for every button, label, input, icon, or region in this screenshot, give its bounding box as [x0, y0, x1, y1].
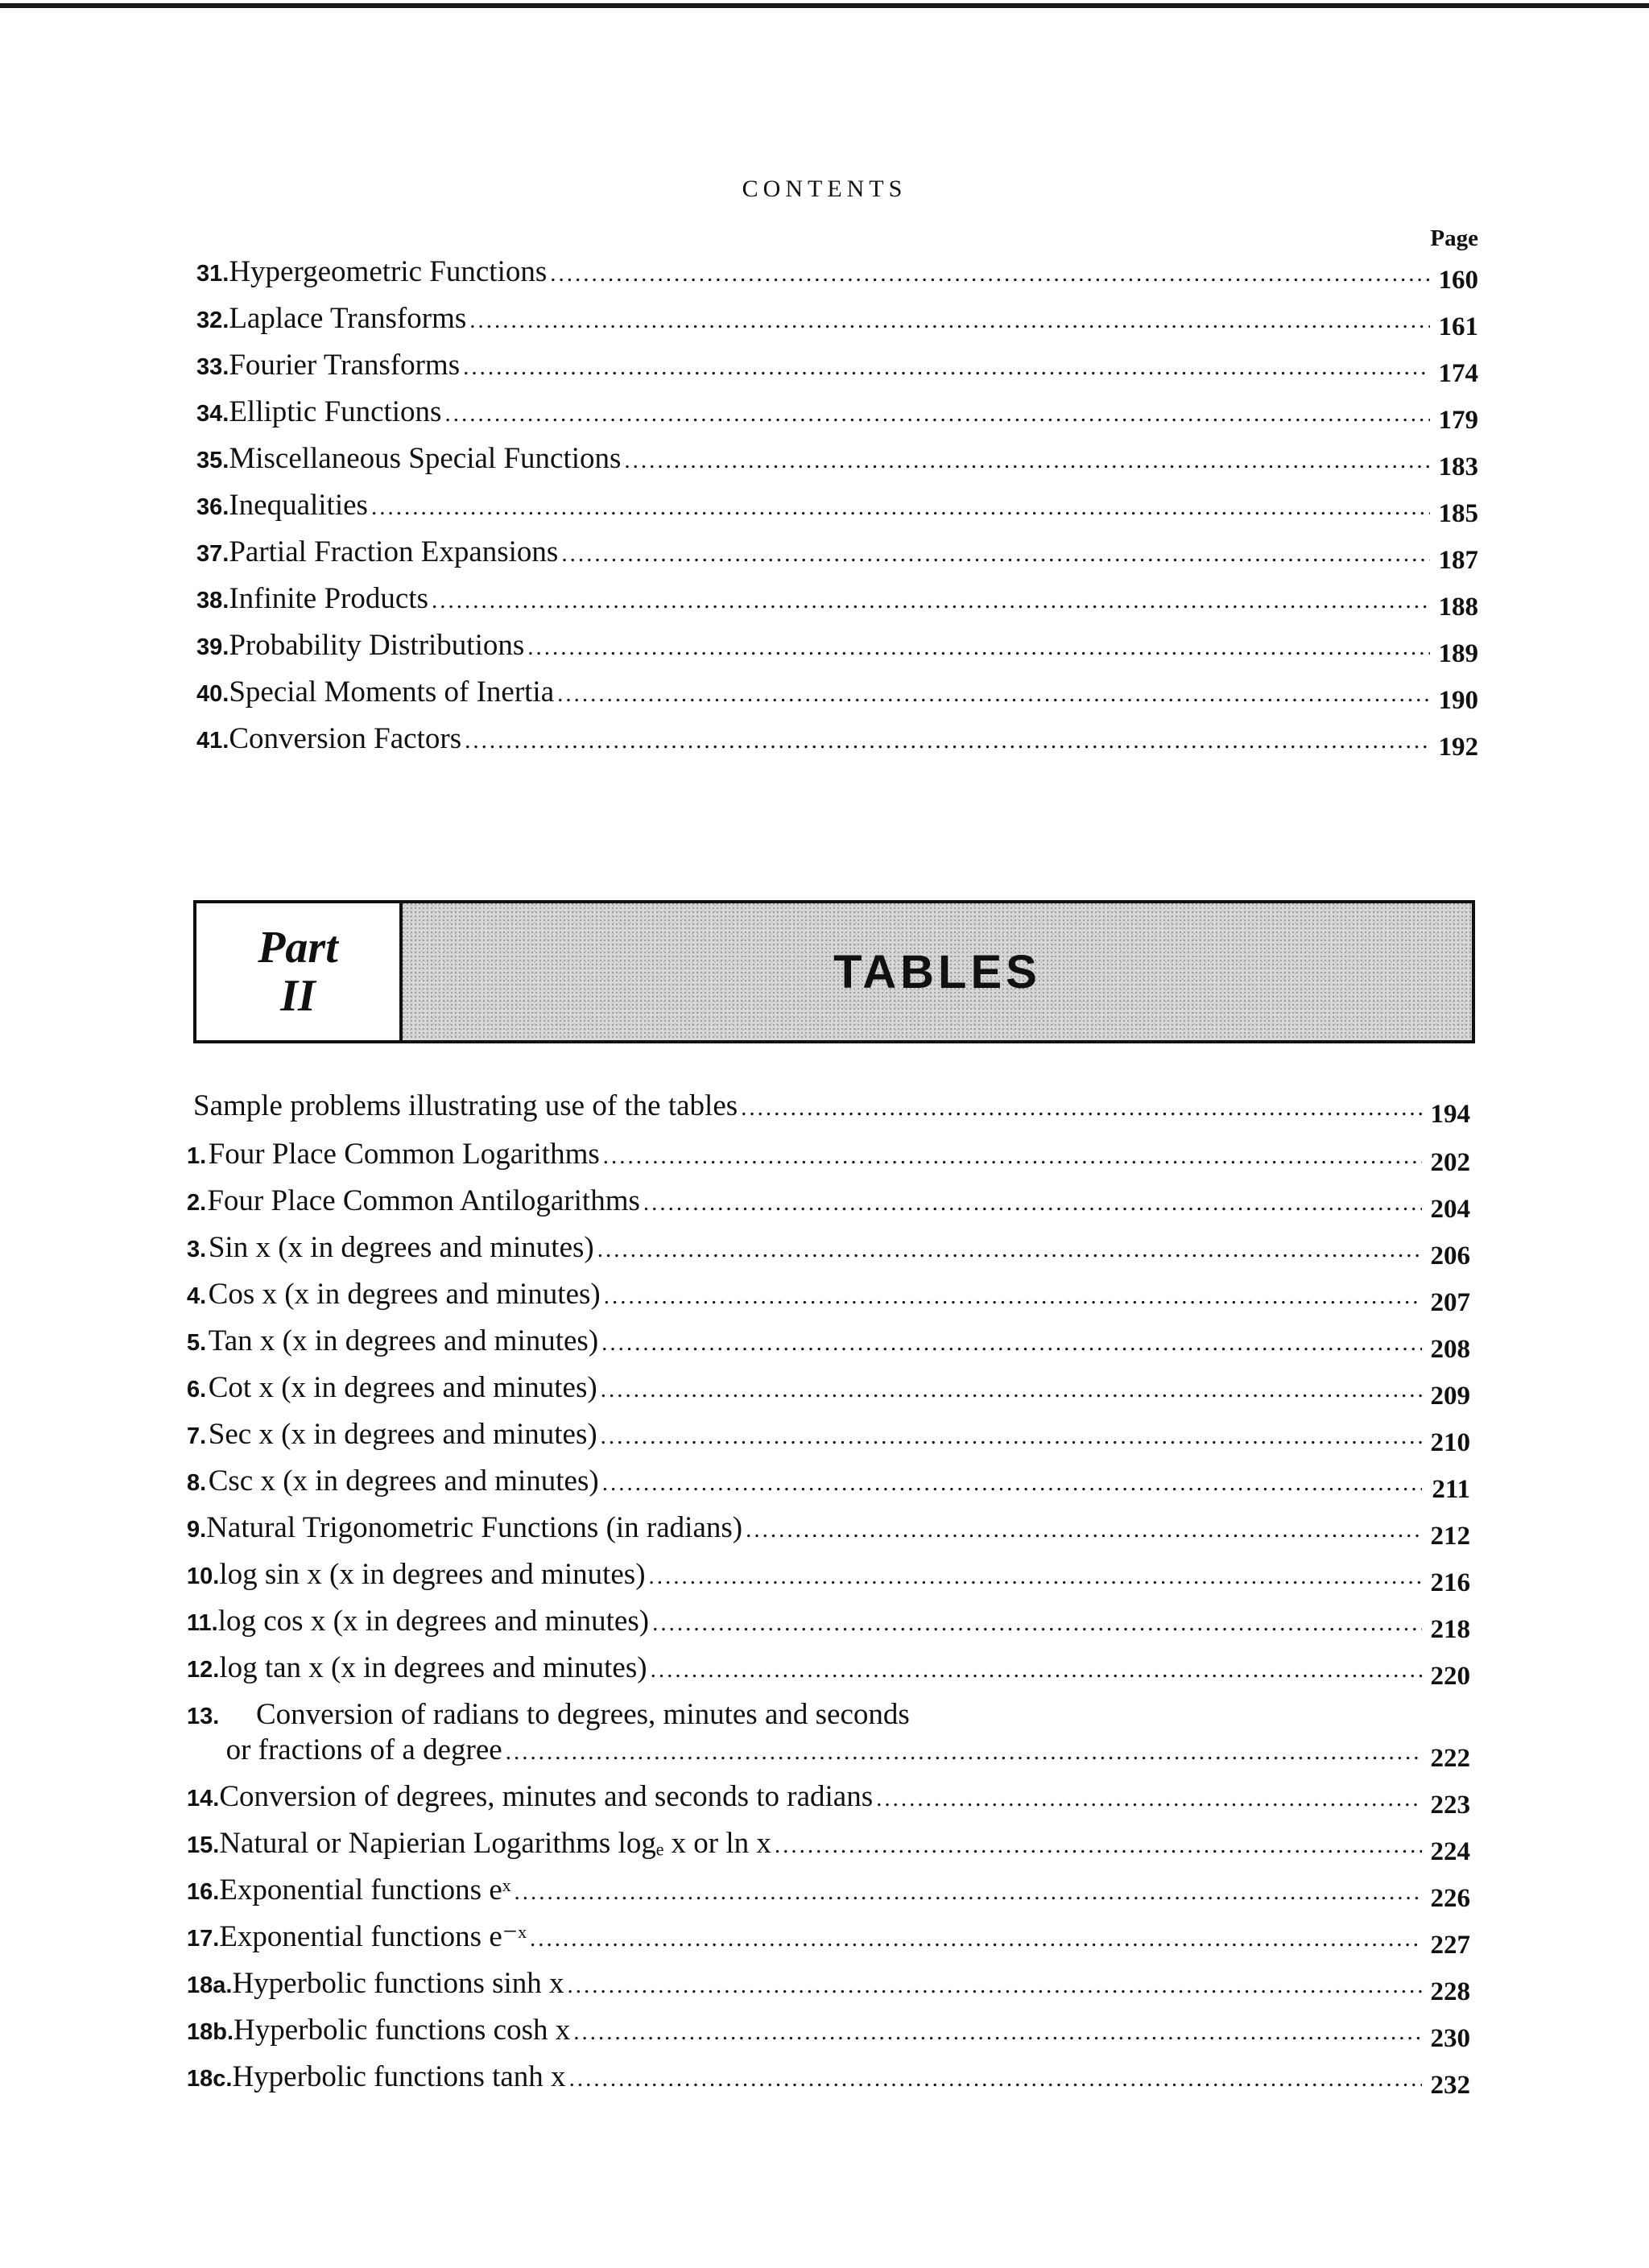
- dot-leader: [463, 349, 1430, 385]
- toc-entry-title: Fourier Transforms: [229, 349, 461, 382]
- toc-entry-title: Sec x (x in degrees and minutes): [208, 1418, 597, 1451]
- toc-entry-title: Hypergeometric Functions: [229, 255, 548, 288]
- toc-entry-title: or fractions of a degree: [225, 1733, 502, 1766]
- dot-leader: [601, 1325, 1422, 1361]
- dot-leader: [550, 256, 1430, 291]
- toc-entry-number: 35.: [196, 448, 229, 473]
- toc-entry-title: Natural Trigonometric Functions (in radians): [206, 1511, 743, 1544]
- toc-entry[interactable]: [187, 1873, 1470, 1913]
- toc-entry-title: Natural or Napierian Logarithms logₑ x or ln x: [219, 1827, 771, 1860]
- dot-leader: [561, 536, 1430, 572]
- toc-entry-title: Inequalities: [229, 489, 368, 522]
- dot-leader: [530, 1921, 1422, 1956]
- dot-leader: [624, 443, 1430, 478]
- toc-entry-page: 160: [1438, 266, 1478, 295]
- toc-entry-title: Four Place Common Antilogarithms: [207, 1184, 640, 1217]
- toc-entry-title: Laplace Transforms: [229, 302, 467, 335]
- part-label: [196, 903, 403, 1040]
- toc-entry-number: 1.: [187, 1143, 207, 1169]
- toc-entry-number: 36.: [196, 494, 229, 520]
- toc-entry-page: 227: [1430, 1931, 1470, 1960]
- toc-entry-number: 8.: [187, 1470, 207, 1496]
- toc-entry[interactable]: [196, 395, 1478, 435]
- toc-entry-number: 17.: [187, 1926, 220, 1952]
- toc-entry-number: 3.: [187, 1237, 207, 1262]
- toc-entry-page: 218: [1430, 1615, 1470, 1644]
- dot-leader: [649, 1559, 1422, 1594]
- toc-entry-title: log cos x (x in degrees and minutes): [217, 1605, 650, 1638]
- toc-entry-page: 183: [1438, 452, 1478, 481]
- toc-entry-number: 32.: [196, 308, 229, 333]
- toc-entry[interactable]: [196, 535, 1478, 575]
- toc-entry[interactable]: [187, 1510, 1470, 1551]
- toc-entry-number: 40.: [196, 681, 229, 707]
- toc-entry-number: 2.: [187, 1190, 207, 1216]
- dot-leader: [432, 583, 1430, 618]
- toc-entry-number: 5.: [187, 1330, 207, 1356]
- toc-entry-title: Cot x (x in degrees and minutes): [208, 1371, 597, 1404]
- toc-entry-number: 14.: [187, 1786, 220, 1812]
- dot-leader: [514, 1874, 1422, 1910]
- dot-leader: [527, 630, 1430, 665]
- toc-entry-title: Hyperbolic functions tanh x: [232, 2060, 566, 2093]
- toc-entry-number: 9.: [187, 1517, 207, 1543]
- toc-entry-page: 224: [1430, 1837, 1470, 1866]
- running-head: CONTENTS: [742, 176, 907, 202]
- toc-entry-page: 207: [1430, 1288, 1470, 1317]
- toc-entry-page: 220: [1430, 1662, 1470, 1691]
- part-title: TABLES: [833, 945, 1041, 998]
- toc-entry-number: 31.: [196, 261, 229, 287]
- toc-entry[interactable]: [196, 441, 1478, 481]
- toc-entry-number: 4.: [187, 1283, 207, 1309]
- toc-entry[interactable]: [187, 1464, 1470, 1504]
- toc-entry-title: Miscellaneous Special Functions: [229, 442, 622, 475]
- toc-entry-page: 230: [1430, 2024, 1470, 2053]
- toc-entry-number: 7.: [187, 1423, 207, 1449]
- toc-entry-page: 209: [1430, 1382, 1470, 1411]
- dot-leader: [651, 1652, 1422, 1688]
- toc-entry-title-line1: Conversion of radians to degrees, minutes and seconds: [256, 1698, 910, 1731]
- dot-leader: [597, 1232, 1422, 1267]
- toc-entry[interactable]: [196, 254, 1478, 295]
- toc-entry-number: 16.: [187, 1879, 220, 1905]
- toc-entry-number: 12.: [187, 1657, 220, 1683]
- toc-entry[interactable]: [196, 348, 1478, 388]
- toc-entry-page: 223: [1430, 1791, 1470, 1820]
- toc-entry-title: Sample problems illustrating use of the tables: [193, 1089, 738, 1122]
- toc-entry-title: Hyperbolic functions cosh x: [234, 2014, 571, 2047]
- toc-entry-title: Conversion of degrees, minutes and seconds to radians: [219, 1780, 874, 1813]
- toc-entry-title: Four Place Common Logarithms: [208, 1138, 600, 1171]
- toc-entry[interactable]: [187, 1184, 1470, 1224]
- toc-entry-page: 204: [1430, 1195, 1470, 1224]
- page-column-label: Page: [1430, 225, 1478, 251]
- toc-entry-page: 208: [1430, 1335, 1470, 1364]
- dot-leader: [652, 1605, 1422, 1641]
- toc-entry[interactable]: [196, 628, 1478, 668]
- toc-entry[interactable]: [187, 2013, 1470, 2053]
- toc-entry-number: 11.: [187, 1610, 218, 1636]
- toc-entry[interactable]: [187, 2059, 1470, 2100]
- toc-entry[interactable]: [196, 581, 1478, 622]
- toc-entry-title: Sin x (x in degrees and minutes): [208, 1231, 594, 1264]
- toc-entry-page: 192: [1438, 733, 1478, 762]
- dot-leader: [601, 1372, 1422, 1407]
- toc-entry-page: 226: [1430, 1884, 1470, 1913]
- toc-entry-sample-problems[interactable]: [193, 1089, 1470, 1129]
- toc-entry-title: Probability Distributions: [229, 629, 525, 662]
- toc-entry-number: 18c.: [187, 2066, 233, 2092]
- toc-entry-page: 194: [1430, 1100, 1470, 1129]
- toc-entry[interactable]: [187, 1557, 1470, 1597]
- dot-leader: [469, 303, 1430, 338]
- part-numeral: II: [280, 971, 316, 1021]
- toc-entry-page: 210: [1430, 1428, 1470, 1457]
- toc-entry-title: Exponential functions eˣ: [219, 1873, 511, 1907]
- dot-leader: [506, 1734, 1422, 1770]
- dot-leader: [568, 1968, 1422, 2003]
- toc-entry-number: 37.: [196, 541, 229, 567]
- toc-entry-page: 187: [1438, 546, 1478, 575]
- toc-entry-page: 188: [1438, 593, 1478, 622]
- dot-leader: [746, 1512, 1422, 1547]
- toc-entry-title: Cos x (x in degrees and minutes): [208, 1278, 601, 1311]
- dot-leader: [604, 1279, 1422, 1314]
- toc-entry-title: Special Moments of Inertia: [229, 675, 555, 708]
- toc-entry-title: Exponential functions e⁻ˣ: [219, 1920, 527, 1953]
- toc-entry-title: Elliptic Functions: [229, 395, 442, 428]
- toc-entry[interactable]: [187, 1417, 1470, 1457]
- toc-entry-page: 212: [1430, 1522, 1470, 1551]
- dot-leader: [603, 1138, 1422, 1174]
- dot-leader: [569, 2061, 1422, 2097]
- toc-entry-title: Conversion Factors: [229, 722, 462, 755]
- dot-leader: [444, 396, 1430, 432]
- toc-entry-number: 10.: [187, 1564, 220, 1589]
- toc-entry[interactable]: [187, 1230, 1470, 1270]
- toc-entry[interactable]: [187, 1277, 1470, 1317]
- dot-leader: [573, 2014, 1422, 2050]
- dot-leader: [371, 490, 1430, 525]
- toc-entry-title: Partial Fraction Expansions: [229, 535, 559, 568]
- toc-entry-number: 41.: [196, 728, 229, 754]
- toc-entry-page: 232: [1430, 2071, 1470, 2100]
- toc-entry-title: Tan x (x in degrees and minutes): [208, 1324, 599, 1357]
- toc-entry[interactable]: [187, 1604, 1470, 1644]
- toc-entry-page: 202: [1430, 1148, 1470, 1177]
- toc-entry[interactable]: [187, 1826, 1470, 1866]
- dot-leader: [557, 676, 1430, 712]
- toc-entry-page: 174: [1438, 359, 1478, 388]
- toc-entry-page: 161: [1438, 312, 1478, 341]
- toc-entry-number: 18b.: [187, 2019, 234, 2045]
- toc-entry-page: 190: [1438, 686, 1478, 715]
- toc-entry[interactable]: [187, 1966, 1470, 2006]
- toc-entry-number: 38.: [196, 588, 229, 613]
- toc-entry-number: 33.: [196, 354, 229, 380]
- toc-entry[interactable]: [196, 675, 1478, 715]
- toc-entry[interactable]: [187, 1370, 1470, 1411]
- toc-entry-title: log tan x (x in degrees and minutes): [219, 1651, 647, 1684]
- toc-entry-title: Hyperbolic functions sinh x: [232, 1967, 564, 2000]
- toc-entry-page: 211: [1432, 1475, 1470, 1504]
- toc-entry-number: 6.: [187, 1377, 207, 1403]
- toc-entry-page: 222: [1430, 1744, 1470, 1773]
- dot-leader: [741, 1090, 1422, 1126]
- part-word: Part: [258, 923, 338, 973]
- dot-leader: [601, 1419, 1422, 1454]
- toc-entry-page: 185: [1438, 499, 1478, 528]
- part-title-panel: [403, 903, 1472, 1040]
- toc-entry-title: Infinite Products: [229, 582, 428, 615]
- toc-entry-number: 15.: [187, 1832, 220, 1858]
- toc-entry-page: 179: [1438, 406, 1478, 435]
- toc-entry[interactable]: [187, 1650, 1470, 1691]
- toc-entry-page: 189: [1438, 639, 1478, 668]
- dot-leader: [643, 1185, 1422, 1221]
- toc-entry[interactable]: [196, 488, 1478, 528]
- toc-entry[interactable]: [196, 301, 1478, 341]
- toc-entry[interactable]: [187, 1779, 1470, 1820]
- toc-entry[interactable]: [187, 1324, 1470, 1364]
- toc-entry-number: 18a.: [187, 1973, 233, 1998]
- toc-entry-number: 39.: [196, 634, 229, 660]
- toc-entry-page: 206: [1430, 1241, 1470, 1270]
- part-banner: [193, 900, 1475, 1043]
- toc-entry-number: 13.: [187, 1704, 220, 1729]
- toc-entry[interactable]: [196, 721, 1478, 762]
- toc-entry-number: 34.: [196, 401, 229, 427]
- toc-entry-page: 216: [1430, 1568, 1470, 1597]
- dot-leader: [876, 1781, 1422, 1816]
- toc-entry-title: log sin x (x in degrees and minutes): [219, 1558, 646, 1591]
- toc-entry-page: 228: [1430, 1977, 1470, 2006]
- dot-leader: [602, 1465, 1422, 1501]
- toc-entry-title: Csc x (x in degrees and minutes): [208, 1464, 599, 1498]
- dot-leader: [465, 723, 1430, 758]
- toc-entry[interactable]: [187, 1137, 1470, 1177]
- top-rule: [0, 3, 1649, 8]
- dot-leader: [775, 1828, 1422, 1863]
- toc-entry[interactable]: [187, 1919, 1470, 1960]
